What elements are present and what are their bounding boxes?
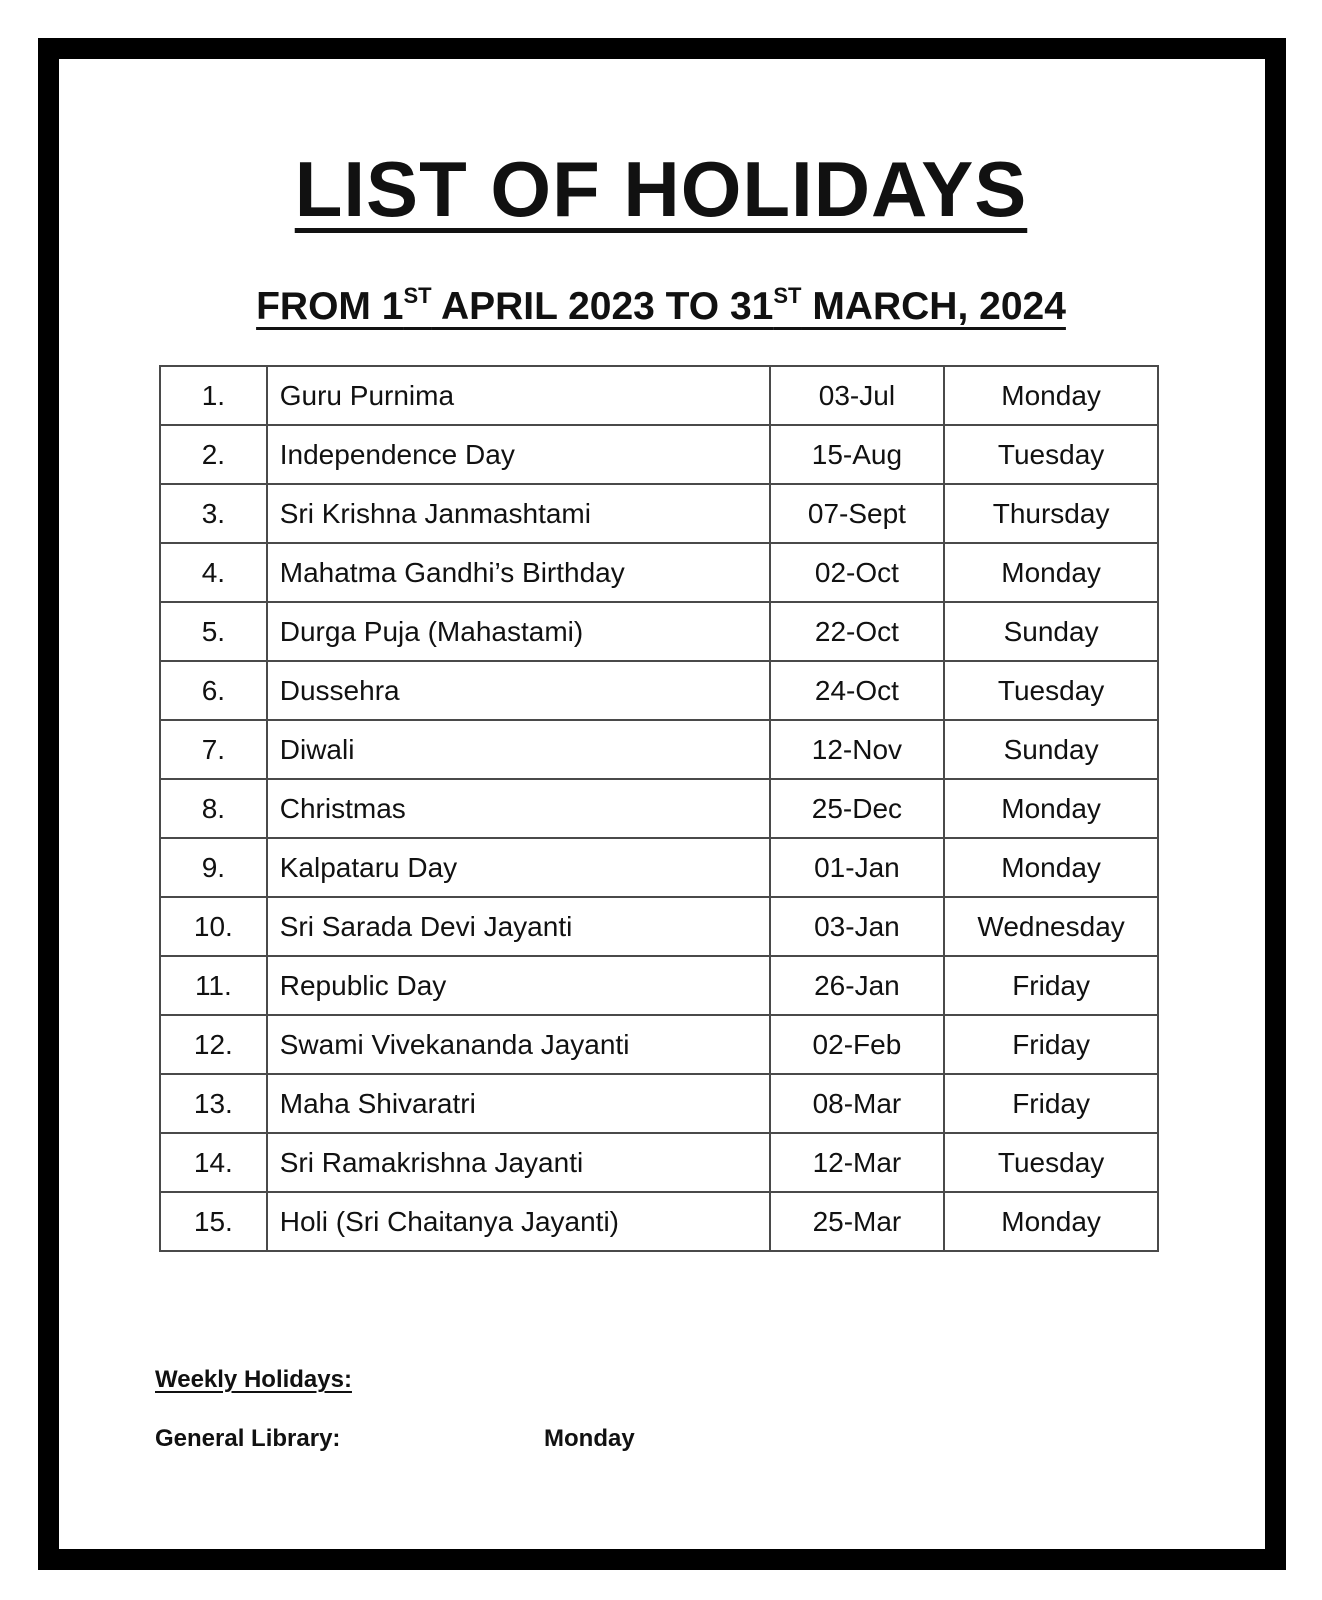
table-row	[160, 1074, 1158, 1133]
holiday-name: Kalpataru Day	[267, 838, 770, 897]
holiday-weekday: Monday	[944, 366, 1158, 425]
holiday-weekday: Thursday	[944, 484, 1158, 543]
subtitle-prefix: FROM 1	[256, 285, 404, 328]
row-number: 2.	[160, 425, 267, 484]
holiday-date: 03-Jul	[770, 366, 945, 425]
table-row	[160, 484, 1158, 543]
holiday-weekday: Friday	[944, 1015, 1158, 1074]
holiday-date: 25-Mar	[770, 1192, 945, 1251]
row-number: 3.	[160, 484, 267, 543]
weekly-holidays-heading: Weekly Holidays:	[155, 1366, 352, 1393]
holiday-name: Christmas	[267, 779, 770, 838]
table-row	[160, 1133, 1158, 1192]
holiday-date: 08-Mar	[770, 1074, 945, 1133]
holiday-table	[159, 365, 1159, 1252]
holiday-weekday: Tuesday	[944, 1133, 1158, 1192]
subtitle-text	[256, 285, 1066, 328]
holiday-name: Mahatma Gandhi’s Birthday	[267, 543, 770, 602]
holiday-name: Maha Shivaratri	[267, 1074, 770, 1133]
table-row	[160, 543, 1158, 602]
holiday-table-body	[160, 366, 1158, 1251]
row-number: 5.	[160, 602, 267, 661]
table-row	[160, 1192, 1158, 1251]
holiday-weekday: Monday	[944, 838, 1158, 897]
row-number: 8.	[160, 779, 267, 838]
holiday-weekday: Sunday	[944, 602, 1158, 661]
date-range-subtitle	[0, 283, 1322, 328]
page-title	[0, 145, 1322, 233]
general-library-day: Monday	[544, 1425, 635, 1452]
subtitle-suffix: MARCH, 2024	[801, 285, 1066, 328]
holiday-name: Diwali	[267, 720, 770, 779]
row-number: 1.	[160, 366, 267, 425]
holiday-date: 15-Aug	[770, 425, 945, 484]
row-number: 6.	[160, 661, 267, 720]
subtitle-sup-2: ST	[773, 283, 802, 308]
holiday-date: 07-Sept	[770, 484, 945, 543]
row-number: 4.	[160, 543, 267, 602]
table-row	[160, 720, 1158, 779]
table-row	[160, 661, 1158, 720]
holiday-weekday: Wednesday	[944, 897, 1158, 956]
holiday-date: 02-Oct	[770, 543, 945, 602]
holiday-date: 24-Oct	[770, 661, 945, 720]
table-row	[160, 1015, 1158, 1074]
row-number: 10.	[160, 897, 267, 956]
holiday-name: Sri Ramakrishna Jayanti	[267, 1133, 770, 1192]
title-text: LIST OF HOLIDAYS	[294, 145, 1028, 233]
row-number: 12.	[160, 1015, 267, 1074]
table-row	[160, 366, 1158, 425]
holiday-date: 25-Dec	[770, 779, 945, 838]
subtitle-sup-1: ST	[403, 283, 432, 308]
holiday-date: 01-Jan	[770, 838, 945, 897]
table-row	[160, 838, 1158, 897]
table-row	[160, 956, 1158, 1015]
row-number: 9.	[160, 838, 267, 897]
row-number: 14.	[160, 1133, 267, 1192]
row-number: 11.	[160, 956, 267, 1015]
subtitle-middle: APRIL 2023 TO 31	[431, 285, 774, 328]
row-number: 13.	[160, 1074, 267, 1133]
holiday-date: 12-Nov	[770, 720, 945, 779]
table-row	[160, 425, 1158, 484]
holiday-name: Independence Day	[267, 425, 770, 484]
holiday-date: 22-Oct	[770, 602, 945, 661]
table-row	[160, 779, 1158, 838]
holiday-date: 26-Jan	[770, 956, 945, 1015]
holiday-name: Guru Purnima	[267, 366, 770, 425]
holiday-weekday: Monday	[944, 543, 1158, 602]
holiday-weekday: Friday	[944, 956, 1158, 1015]
holiday-weekday: Monday	[944, 779, 1158, 838]
holiday-date: 03-Jan	[770, 897, 945, 956]
table-row	[160, 602, 1158, 661]
holiday-weekday: Monday	[944, 1192, 1158, 1251]
row-number: 15.	[160, 1192, 267, 1251]
row-number: 7.	[160, 720, 267, 779]
holiday-weekday: Tuesday	[944, 425, 1158, 484]
holiday-weekday: Tuesday	[944, 661, 1158, 720]
general-library-label: General Library:	[155, 1425, 341, 1452]
holiday-name: Swami Vivekananda Jayanti	[267, 1015, 770, 1074]
table-row	[160, 897, 1158, 956]
holiday-weekday: Friday	[944, 1074, 1158, 1133]
holiday-name: Sri Krishna Janmashtami	[267, 484, 770, 543]
holiday-name: Republic Day	[267, 956, 770, 1015]
holiday-name: Sri Sarada Devi Jayanti	[267, 897, 770, 956]
holiday-weekday: Sunday	[944, 720, 1158, 779]
holiday-date: 02-Feb	[770, 1015, 945, 1074]
holiday-name: Dussehra	[267, 661, 770, 720]
holiday-name: Holi (Sri Chaitanya Jayanti)	[267, 1192, 770, 1251]
holiday-date: 12-Mar	[770, 1133, 945, 1192]
holiday-name: Durga Puja (Mahastami)	[267, 602, 770, 661]
